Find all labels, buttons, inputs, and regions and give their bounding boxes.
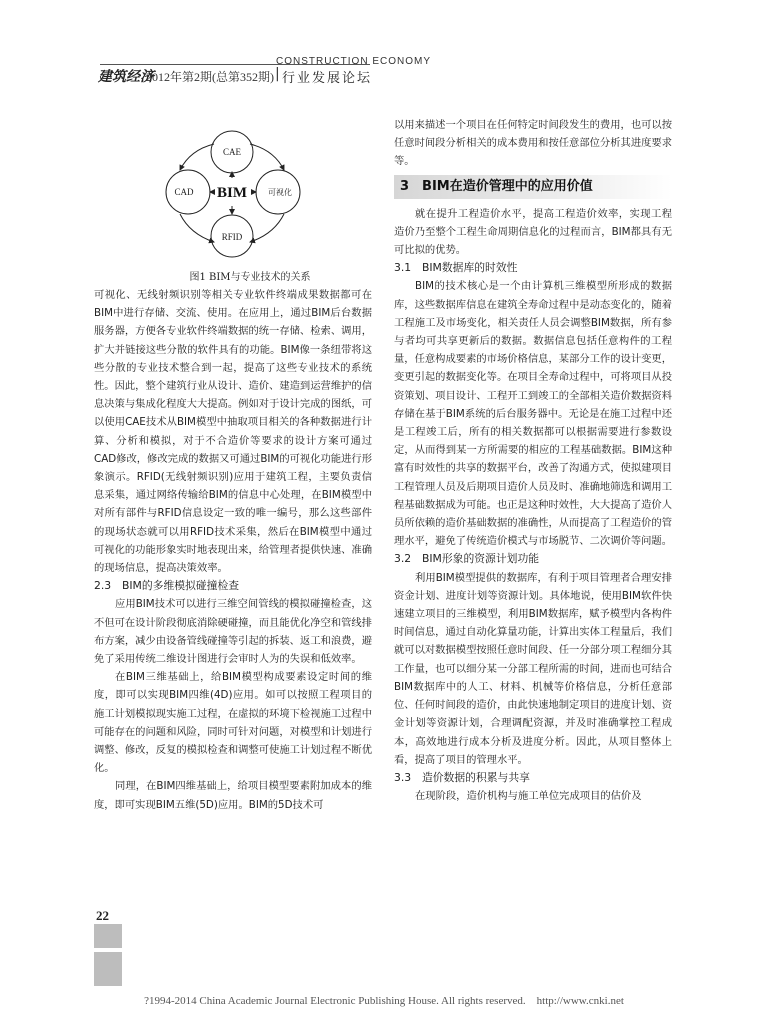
subsection-heading-2-3: 2.3 BIM的多维模拟碰撞检查	[94, 579, 240, 593]
bim-relation-diagram	[154, 126, 308, 270]
figure-bim-relations	[154, 126, 308, 270]
paragraph: 应用BIM技术可以进行三维空间管线的模拟碰撞检查，这不但可在设计阶段彻底消除硬碰撞，而且能优化净空和管线排布方案，减少由设备管线碰撞等引起的拆装、返工和浪费，避免了采用传统二维设计图进行会审时人为的失误和低效率。	[94, 598, 373, 666]
subsection-heading-3-2: 3.2 BIM形象的资源计划功能	[394, 552, 540, 566]
arrow-right-bottom	[250, 214, 284, 242]
page-tab-lower	[94, 952, 122, 986]
subsection-heading-3-3: 3.3 造价数据的积累与共享	[394, 770, 530, 784]
paragraph: 利用BIM模型提供的数据库，有利于项目管理者合理安排资金计划、进度计划等资源计划。具体地说，使用BIM软件快速建立项目的三维模型，利用BIM数据库，赋予模型内各构件时间信息，通过自动化算量功能，计算出实体工程量后，我们就可以对数据模型按照任意时间段、任一分部分项工程细分其工作量，也可以细分某一分部工程所需的时间，进而也可结合BIM数据库中的人工、材料、机械等价格信息，分析任意部位、任何时间段的造价，由此快速地制定项目的进度计划、资金计划等资源计划，合理调配资源，并及时准确掌控工程成本，高效地进行成本分析及进度分析。因此，从项目整体上看，提高了项目的管理水平。	[394, 571, 673, 766]
journal-english-title: CONSTRUCTION ECONOMY	[276, 56, 431, 67]
node-center-label: BIM	[217, 185, 247, 201]
right-column	[394, 116, 672, 805]
paragraph: 可视化、无线射频识别等相关专业软件终端成果数据都可在BIM中进行存储、交流、使用。在应用上，通过BIM后台数据服务器，方便各专业软件终端数据的统一存储、检索、调用，扩大并链接这些分散的软件具有的功能。BIM像一条纽带将这些分散的专业技术整合到一起，提高了这些专业技术的系统性。因此，整个建筑行业从设计、造价、建造到运营维护的信息决策与集成化程度大大提高。例如对于设计完成的图纸，可以使用CAE技术从BIM模型中抽取项目相关的各种数据进行计算、分析和模拟，对于不合造价等要求的设计方案可通过CAD修改，修改完成的数据又可通过BIM的可视化功能进行形象演示。RFID(无线射频识别)应用于建筑工程，主要负责信息采集，通过网络传输给BIM的信息中心处理，在BIM模型中对所有部件与RFID信息设定一致的唯一编号，那么这些部件的现场状态就可以用RFID技术采集，然后在BIM模型中通过可视化的功能形象实时地表现出来，给管理者提供快速、准确的现场信息，提高决策效率。	[94, 289, 373, 575]
header-rule	[100, 64, 370, 65]
issue-info: 2012年第2期(总第352期)	[146, 70, 274, 84]
node-bottom-label: RFID	[221, 232, 243, 242]
node-left-label: CAD	[174, 187, 194, 197]
node-right-label: 可视化	[268, 188, 292, 197]
paragraph: 同理，在BIM四维基础上，给项目模型要素附加成本的维度，即可实现BIM五维(5D)应用。BIM的5D技术可	[94, 780, 372, 811]
paragraph: 在现阶段，造价机构与施工单位完成项目的估价及	[415, 790, 642, 803]
section-title-3: 3 BIM在造价管理中的应用价值	[394, 175, 672, 199]
node-top-label: CAE	[223, 147, 241, 157]
column-name: 行业发展论坛	[282, 71, 373, 86]
paragraph: 就在提升工程造价水平，提高工程造价效率，实现工程造价乃至整个工程生命周期信息化的过程而言，BIM都具有无可比拟的优势。	[394, 207, 672, 257]
paragraph: 以用来描述一个项目在任何特定时间段发生的费用，也可以按任意时间段分析相关的成本费用和按任意部位分析其进度要求等。	[394, 119, 673, 168]
copyright-notice: ?1994-2014 China Academic Journal Electronic Publishing House. All rights reserved. http://www.cnki.net	[144, 995, 624, 1007]
arrow-top-left	[180, 144, 214, 170]
paragraph: BIM的技术核心是一个由计算机三维模型所形成的数据库，这些数据库信息在建筑全寿命过程中是动态变化的，随着工程施工及市场变化，相关责任人员会调整BIM数据，所有参与者均可共享更新后的数据。数据信息包括任意构件的工程量，任意构成要素的市场价格信息，某部分工作的设计变更，变更引起的数据变化等。在项目全寿命过程中，可将项目从投资策划、项目设计、工程开工到竣工的全部相关造价数据资料存储在基于BIM系统的后台服务器中。无论是在施工过程中还是工程竣工后，所有的相关数据都可以根据需要进行参数设定，从而得到某一方所需要的相应的工程基础数据。BIM这种富有时效性的共享的数据平台，改善了沟通方式，使拟建项目工程管理人员及后期项目造价人员及时、准确地筛选和调用工程基础数据成为可能。也正是这种时效性，大大提高了造价人员所依赖的造价基础数据的准确性，从而提高了工程造价的管理水平，避免了传统造价模式与市场脱节、二次调价等问题。	[394, 280, 673, 548]
paragraph: 在BIM三维基础上，给BIM模型构成要素设定时间的维度，即可以实现BIM四维(4D)应用。如可以按照工程项目的施工计划模拟现实施工过程，在虚拟的环境下检视施工过程中可能存在的问题和风险，同时可针对问题，对模型和计划进行调整、修改，反复的模拟检查和调整可使施工计划过程不断优化。	[94, 671, 373, 775]
page-tab-upper	[94, 924, 122, 948]
arrow-left-bottom	[180, 214, 214, 242]
journal-logo: 建筑经济	[98, 69, 154, 85]
left-column	[94, 286, 372, 814]
header-separator: |	[275, 66, 280, 82]
figure-caption: 图1 BIM与专业技术的关系	[189, 272, 311, 283]
subsection-heading-3-1: 3.1 BIM数据库的时效性	[394, 261, 518, 275]
arrow-top-right	[250, 144, 284, 170]
page-number: 22	[96, 908, 109, 923]
